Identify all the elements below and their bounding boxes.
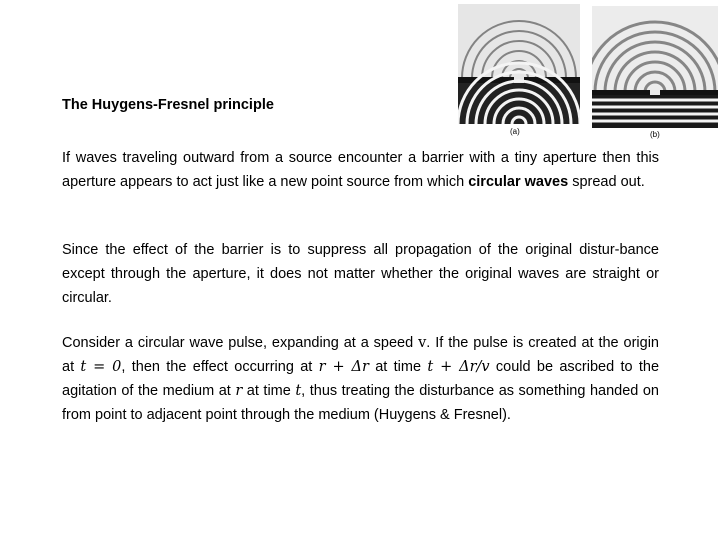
paragraph-text: , then the effect occurring at [121,359,319,375]
ripple-tank-figure [452,0,720,142]
math-arrival-time: t + Δr/v [427,359,490,375]
math-t: t [295,383,302,399]
section-heading: The Huygens-Fresnel principle [62,97,274,113]
ripple-photo-a [458,4,580,124]
figure-caption-a: (a) [510,127,520,136]
ripple-photo-b [592,6,718,128]
paragraph-text: could be ascribed to the agitation of the medium at [62,359,660,399]
paragraph-text: If waves traveling outward from a source encounter a barrier with a tiny aperture then this aperture appears to act just like a new point source from which [62,150,659,190]
ripple-image-a [458,4,580,124]
paragraph-text: spread out. [568,174,645,190]
paragraph-text: . If the pulse is created at the origin at [62,335,659,375]
math-speed: v [418,335,427,351]
circular-waves-emphasis: circular waves [468,174,569,190]
paragraph-pulse [62,331,659,427]
figure-caption-b: (b) [650,130,660,139]
paragraph-text: at time [368,359,428,375]
paragraph-text: , thus treating the disturbance as something handed on from point to adjacent point through the medium (Huygens & Fresnel). [62,383,659,423]
paragraph-barrier: Since the effect of the barrier is to suppress all propagation of the original distur-bance except through the aperture, it does not matter whether the original waves are straight or circular. [62,242,659,306]
math-origin-time: t = 0 [80,359,122,375]
paragraph-text: Consider a circular wave pulse, expanding at a speed [62,335,419,351]
math-r: r [235,383,243,399]
math-position: r + Δr [318,359,369,375]
ripple-image-b [592,6,718,128]
paragraph-aperture [62,146,659,194]
paragraph-text: at time [242,383,296,399]
